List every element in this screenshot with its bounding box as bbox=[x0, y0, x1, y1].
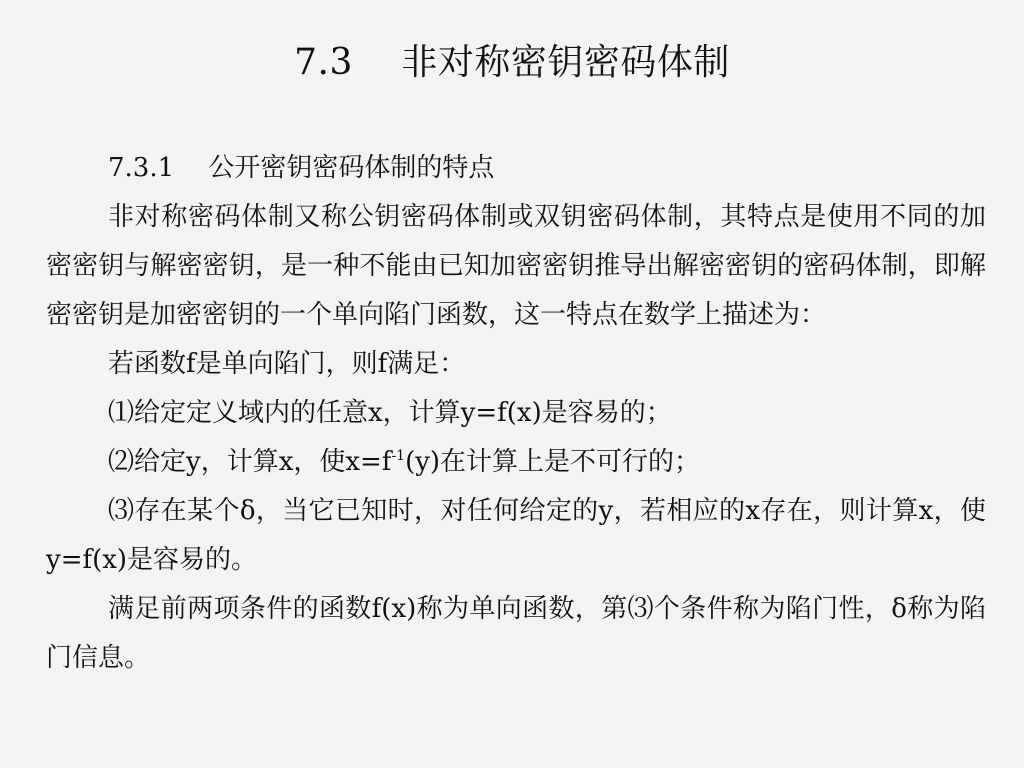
condition-2-text-before: ⑵给定y，计算x，使x=f bbox=[108, 447, 392, 477]
paragraph-condition-1: ⑴给定定义域内的任意x，计算y=f(x)是容易的； bbox=[108, 398, 672, 428]
slide-body bbox=[46, 144, 986, 683]
paragraph-conditions-intro: 若函数f是单向陷门，则f满足： bbox=[108, 349, 466, 379]
paragraph-definition: 非对称密码体制又称公钥密码体制或双钥密码体制，其特点是使用不同的加密密钥与解密密钥，是一种不能由已知加密密钥推导出解密密钥的密码体制，即解密密钥是加密密钥的一个单向陷门函数，这一特点在数学上描述为： bbox=[46, 202, 986, 330]
paragraph-condition-3: ⑶存在某个δ，当它已知时，对任何给定的y，若相应的x存在，则计算x，使y=f(x)是容易的。 bbox=[46, 496, 986, 575]
paragraph-conclusion: 满足前两项条件的函数f(x)称为单向函数，第⑶个条件称为陷门性，δ称为陷门信息。 bbox=[46, 594, 986, 673]
section-subtitle: 7.3.1 公开密钥密码体制的特点 bbox=[108, 153, 495, 183]
slide-title: 7.3 非对称密钥密码体制 bbox=[294, 42, 730, 83]
condition-2-text-after: (y)在计算上是不可行的； bbox=[405, 447, 701, 477]
paragraph-condition-2 bbox=[46, 438, 986, 487]
inverse-superscript: -1 bbox=[391, 448, 406, 464]
